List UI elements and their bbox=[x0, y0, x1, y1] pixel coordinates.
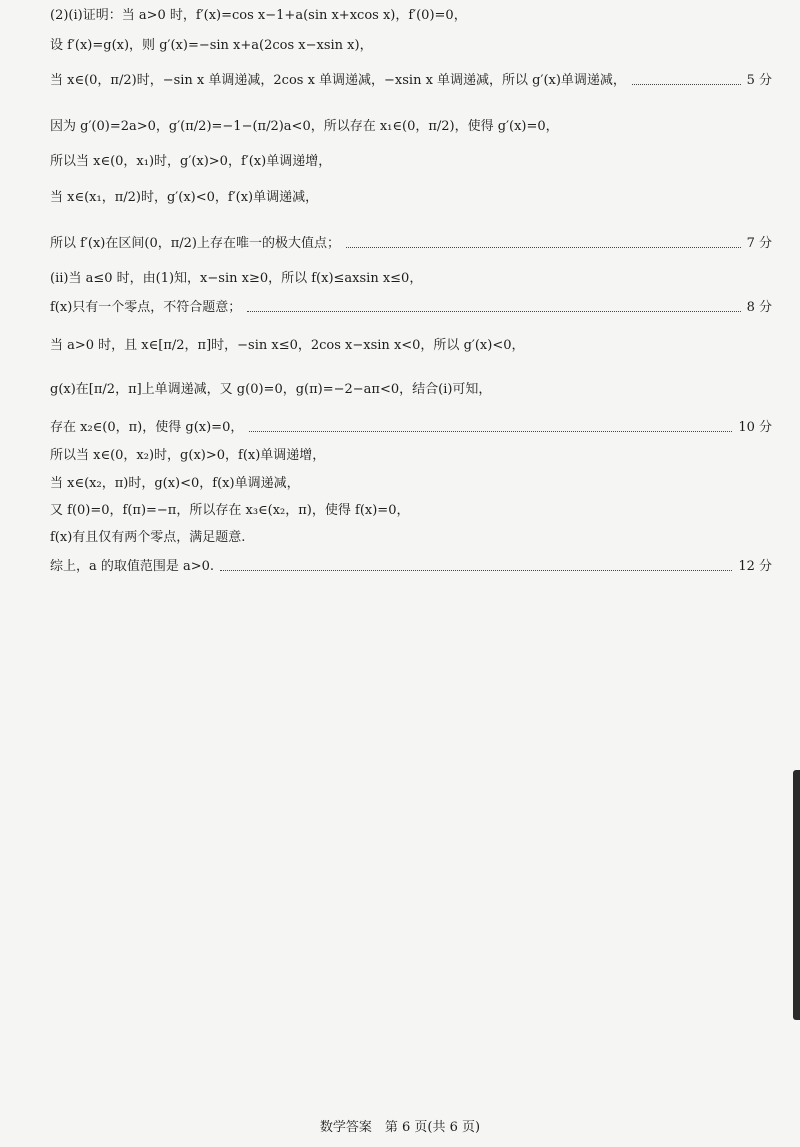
dot-leader bbox=[249, 431, 732, 432]
line-text: 当 x∈(x₂，π)时，g(x)<0，f(x)单调递减， bbox=[50, 476, 300, 491]
solution-line-12 bbox=[50, 418, 772, 438]
solution-line-13 bbox=[50, 446, 772, 466]
solution-line-7 bbox=[50, 234, 772, 254]
line-text: 所以 f′(x)在区间(0，π/2)上存在唯一的极大值点； bbox=[50, 236, 340, 251]
solution-line-11 bbox=[50, 380, 772, 400]
solution-line-10 bbox=[50, 336, 772, 356]
solution-line-6 bbox=[50, 188, 772, 208]
line-text: 当 a>0 时，且 x∈[π/2，π]时，−sin x≤0，2cos x−xsin x<0，所以 g′(x)<0， bbox=[50, 338, 525, 353]
solution-line-4 bbox=[50, 117, 772, 137]
dot-leader bbox=[632, 84, 741, 85]
scrollbar[interactable] bbox=[793, 770, 800, 1020]
line-text: f(x)只有一个零点，不符合题意； bbox=[50, 300, 242, 315]
solution-line-16 bbox=[50, 528, 772, 548]
line-text: 又 f(0)=0，f(π)=−π，所以存在 x₃∈(x₂，π)，使得 f(x)=0， bbox=[50, 503, 410, 518]
line-text: 当 x∈(0，π/2)时，−sin x 单调递减，2cos x 单调递减，−xsin x 单调递减，所以 g′(x)单调递减， bbox=[50, 73, 626, 88]
line-text: 存在 x₂∈(0，π)，使得 g(x)=0， bbox=[50, 420, 244, 435]
solution-line-1 bbox=[50, 6, 772, 26]
dot-leader bbox=[247, 311, 740, 312]
page-footer: 数学答案 第 6 页(共 6 页) bbox=[319, 1120, 481, 1135]
line-text: (2)(ⅰ)证明：当 a>0 时，f′(x)=cos x−1+a(sin x+xcos x)，f′(0)=0， bbox=[50, 8, 467, 23]
score-label: 5 分 bbox=[746, 73, 772, 88]
line-text: f(x)有且仅有两个零点，满足题意. bbox=[50, 530, 246, 545]
line-text: 所以当 x∈(0，x₁)时，g′(x)>0，f′(x)单调递增， bbox=[50, 154, 332, 169]
line-text: 当 x∈(x₁，π/2)时，g′(x)<0，f′(x)单调递减， bbox=[50, 190, 319, 205]
line-text: 设 f′(x)=g(x)，则 g′(x)=−sin x+a(2cos x−xsin x)， bbox=[50, 38, 373, 53]
solution-line-9 bbox=[50, 298, 772, 318]
solution-line-8 bbox=[50, 269, 772, 289]
line-text: g(x)在[π/2，π]上单调递减，又 g(0)=0，g(π)=−2−aπ<0，结合(ⅰ)可知， bbox=[50, 382, 492, 397]
solution-line-5 bbox=[50, 152, 772, 172]
line-text: 所以当 x∈(0，x₂)时，g(x)>0，f(x)单调递增， bbox=[50, 448, 326, 463]
solution-line-15 bbox=[50, 501, 772, 521]
score-label: 7 分 bbox=[746, 236, 772, 251]
score-label: 12 分 bbox=[738, 559, 772, 574]
solution-line-3 bbox=[50, 71, 772, 91]
score-label: 10 分 bbox=[738, 420, 772, 435]
solution-line-2 bbox=[50, 36, 772, 56]
solution-line-17 bbox=[50, 557, 772, 577]
dot-leader bbox=[346, 247, 741, 248]
line-text: 综上，a 的取值范围是 a>0. bbox=[50, 559, 215, 574]
line-text: 因为 g′(0)=2a>0，g′(π/2)=−1−(π/2)a<0，所以存在 x₁∈(0，π/2)，使得 g′(x)=0， bbox=[50, 119, 559, 134]
score-label: 8 分 bbox=[746, 300, 772, 315]
solution-line-14 bbox=[50, 474, 772, 494]
dot-leader bbox=[220, 570, 732, 571]
line-text: (ⅱ)当 a≤0 时，由(1)知，x−sin x≥0，所以 f(x)≤axsin x≤0， bbox=[50, 271, 423, 286]
